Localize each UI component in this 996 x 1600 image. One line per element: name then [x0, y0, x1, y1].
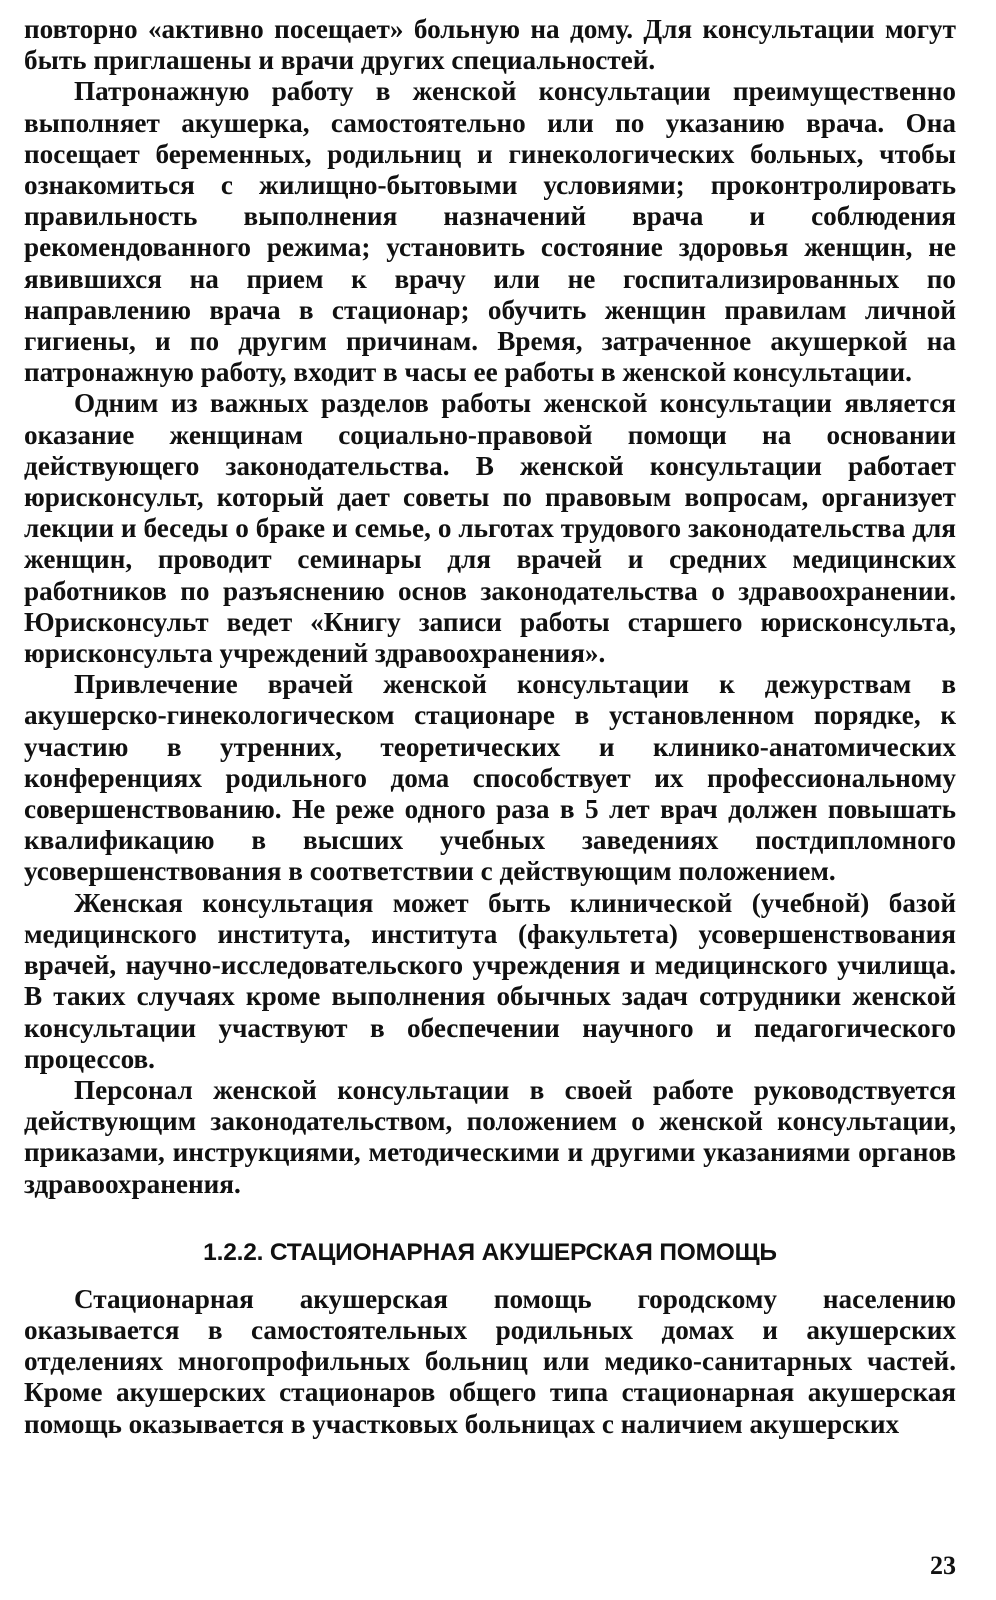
paragraph-clinical-base: Женская консультация может быть клинической (учебной) базой медицинского института, института (факультета) усовершенствования врачей, научно-исследовательского учреждения и медицинского училища. В таких случаях кроме выполнения обычных задач сотрудники женской консультации участвуют в обеспечении научного и педагогического процессов. [24, 887, 956, 1074]
paragraph-patronage: Патронажную работу в женской консультации преимущественно выполняет акушерка, самостоятельно или по указанию врача. Она посещает беременных, родильниц и гинекологических больных, чтобы ознакомиться с жилищно-бытовыми условиями; проконтролировать правильность выполнения назначений врача и соблюдения рекомендованного режима; установить состояние здоровья женщин, не явившихся на прием к врачу или не госпитализированных по направлению врача в стационар; обучить женщин правилам личной гигиены, и по другим причинам. Время, затраченное акушеркой на патронажную работу, входит в часы ее работы в женской консультации. [24, 76, 956, 388]
section-heading: 1.2.2. СТАЦИОНАРНАЯ АКУШЕРСКАЯ ПОМОЩЬ [203, 1238, 777, 1266]
paragraph-legal-help: Одним из важных разделов работы женской консультации является оказание женщинам социально-правовой помощи на основании действующего законодательства. В женской консультации работает юрисконсульт, который дает советы по правовым вопросам, организует лекции и беседы о браке и семье, о льготах трудового законодательства для женщин, проводит семинары для врачей и средних медицинских работников по разъяснению основ законодательства о здравоохранении. Юрисконсульт ведет «Книгу записи работы старшего юрисконсульта, юрисконсульта учреждений здравоохранения». [24, 388, 956, 669]
paragraph-continuation: повторно «активно посещает» больную на дому. Для консультации могут быть приглашены и врачи других специальностей. [24, 14, 956, 76]
paragraph-inpatient-care: Стационарная акушерская помощь городскому населению оказывается в самостоятельных родильных домах и акушерских отделениях многопрофильных больниц или медико-санитарных частей. Кроме акушерских стационаров общего типа стационарная акушерская помощь оказывается в участковых больницах с наличием акушерских [24, 1283, 956, 1439]
paragraph-personnel: Персонал женской консультации в своей работе руководствуется действующим законодательством, положением о женской консультации, приказами, инструкциями, методическими и другими указаниями органов здравоохранения. [24, 1074, 956, 1199]
paragraph-doctor-duty: Привлечение врачей женской консультации к дежурствам в акушерско-гинекологическом стационаре в установленном порядке, к участию в утренних, теоретических и клинико-анатомических конференциях родильного дома способствует их профессиональному совершенствованию. Не реже одного раза в 5 лет врач должен повышать квалификацию в высших учебных заведениях постдипломного усовершенствования в соответствии с действующим положением. [24, 669, 956, 887]
page-body [24, 14, 956, 1440]
page-number: 23 [930, 1551, 956, 1580]
